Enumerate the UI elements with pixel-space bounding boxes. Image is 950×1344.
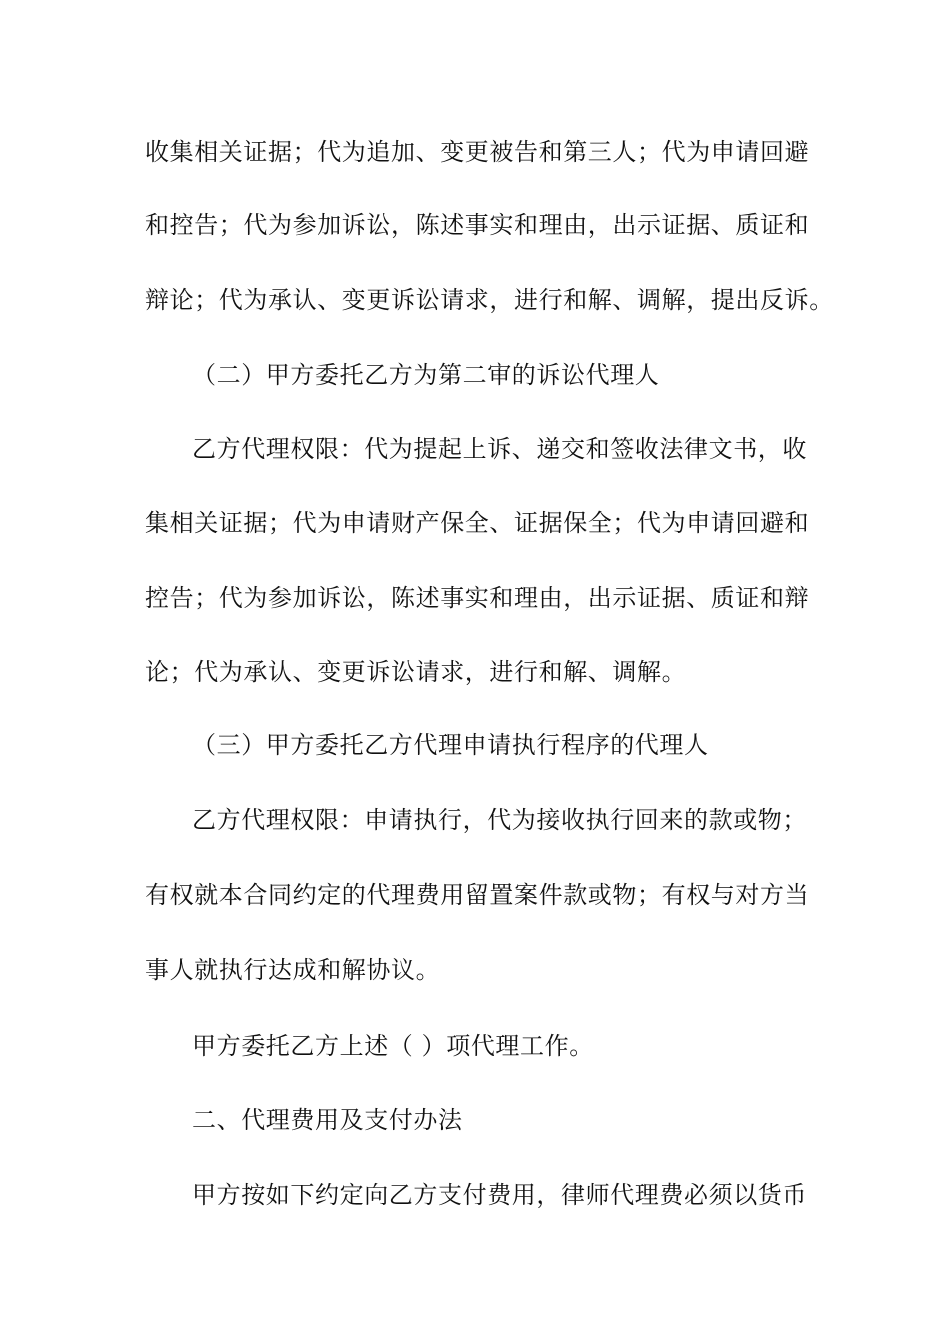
- text-line: 甲方按如下约定向乙方支付费用，律师代理费必须以货币: [192, 1181, 807, 1209]
- text-line: 甲方委托乙方上述（ ）项代理工作。: [192, 1032, 594, 1060]
- text-line: 集相关证据；代为申请财产保全、证据保全；代为申请回避和: [145, 509, 810, 537]
- text-line: 和控告；代为参加诉讼，陈述事实和理由，出示证据、质证和: [145, 211, 810, 239]
- section-heading: 二、代理费用及支付办法: [192, 1106, 463, 1134]
- section-heading: （二）甲方委托乙方为第二审的诉讼代理人: [192, 361, 660, 389]
- text-line: 有权就本合同约定的代理费用留置案件款或物；有权与对方当: [145, 881, 810, 909]
- text-line: 控告；代为参加诉讼，陈述事实和理由，出示证据、质证和辩: [145, 584, 810, 612]
- text-line: 乙方代理权限：申请执行，代为接收执行回来的款或物；: [192, 806, 807, 834]
- text-line: 辩论；代为承认、变更诉讼请求，进行和解、调解，提出反诉。: [145, 286, 834, 314]
- text-line: 乙方代理权限：代为提起上诉、递交和签收法律文书，收: [192, 435, 807, 463]
- text-line: 论；代为承认、变更诉讼请求，进行和解、调解。: [145, 658, 687, 686]
- text-line: 收集相关证据；代为追加、变更被告和第三人；代为申请回避: [145, 138, 810, 166]
- section-heading: （三）甲方委托乙方代理申请执行程序的代理人: [192, 731, 709, 759]
- text-line: 事人就执行达成和解协议。: [145, 956, 441, 984]
